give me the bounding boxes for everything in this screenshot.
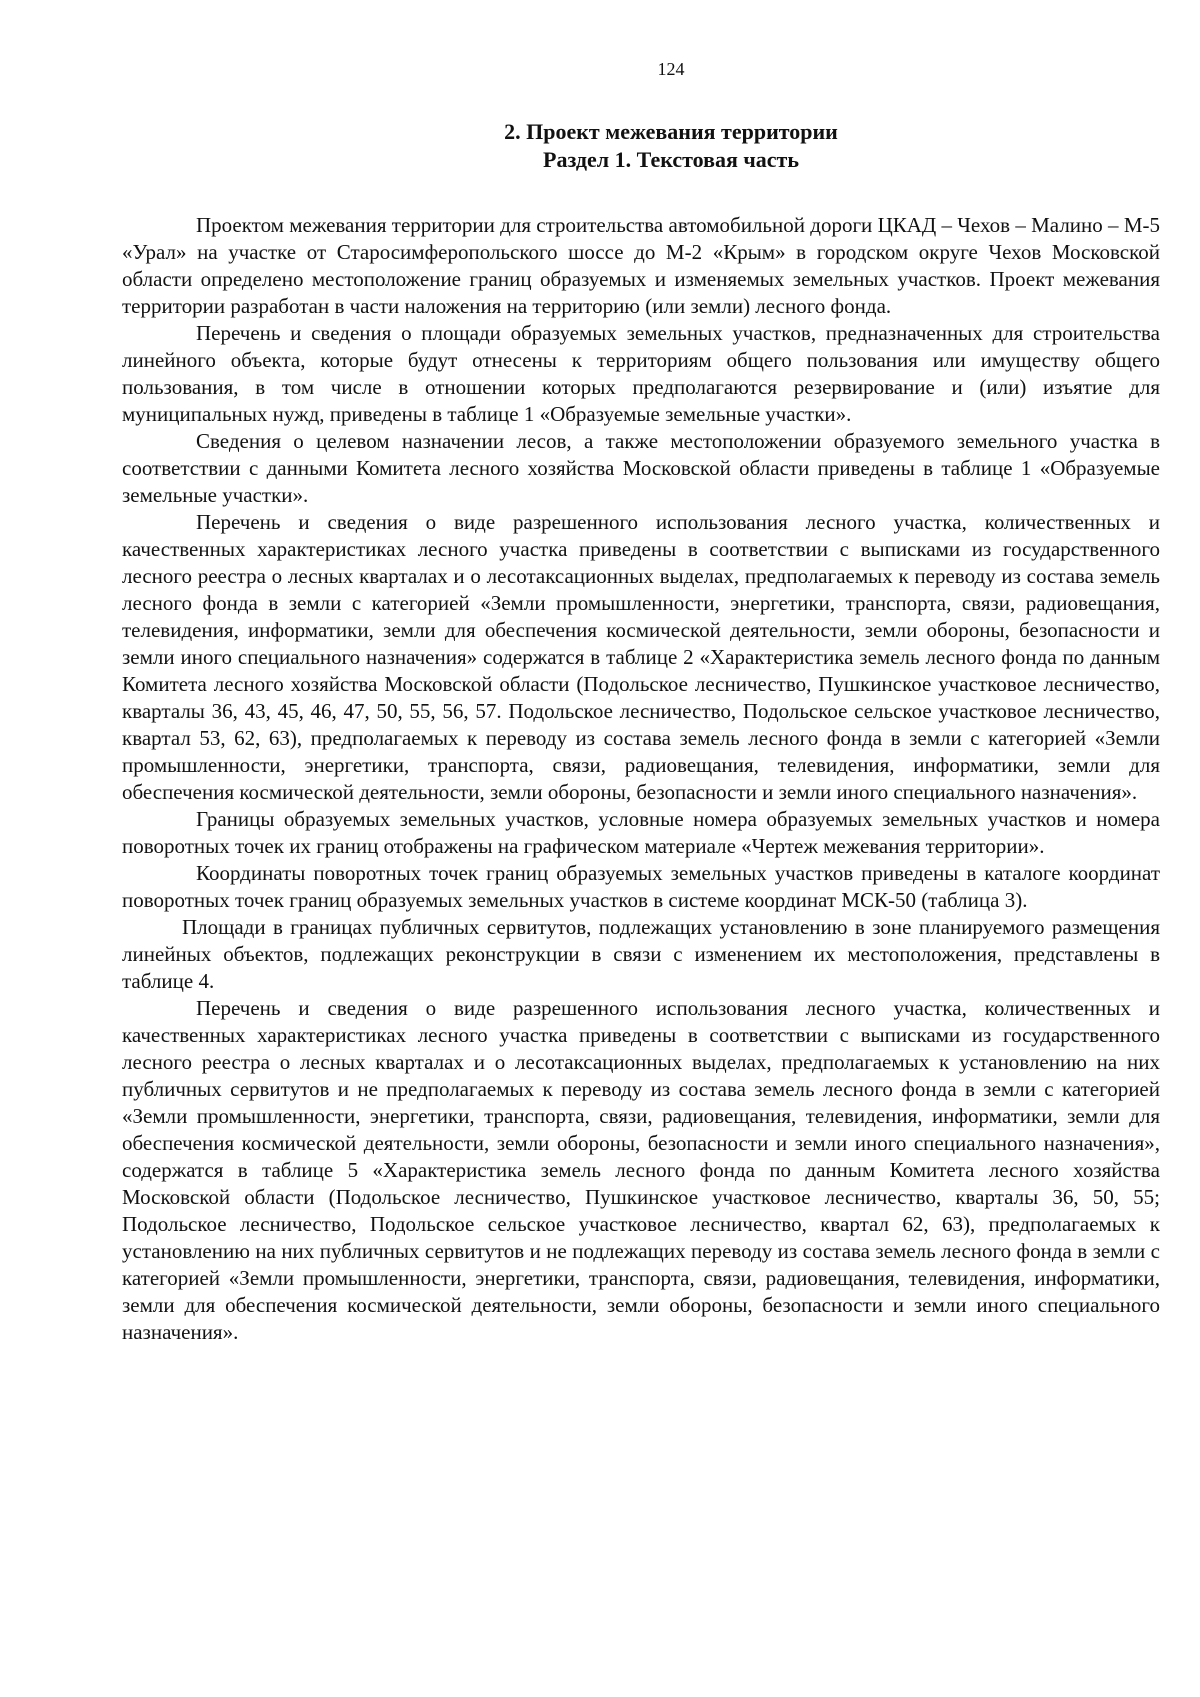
document-title: 2. Проект межевания территории [504,119,838,144]
section-subtitle: Раздел 1. Текстовая часть [543,147,799,172]
paragraph-7: Площади в границах публичных сервитутов, подлежащих установлению в зоне планируемого размещения линейных объектов, подлежащих реконструкции в связи с изменением их местоположения, представлены в таблице 4. [122,915,1160,993]
paragraph-4: Перечень и сведения о виде разрешенного использования лесного участка, количественных и качественных характеристиках лесного участка приведены в соответствии с выписками из государственного лесного реестра о лесных кварталах и о лесотаксационных выделах, предполагаемых к переводу из состава земель лесного фонда в земли с категорией «Земли промышленности, энергетики, транспорта, связи, радиовещания, телевидения, информатики, земли для обеспечения космической деятельности, земли обороны, безопасности и земли иного специального назначения» содержатся в таблице 2 «Характеристика земель лесного фонда по данным Комитета лесного хозяйства Московской области (Подольское лесничество, Пушкинское участковое лесничество, кварталы 36, 43, 45, 46, 47, 50, 55, 56, 57. Подольское лесничество, Подольское сельское участковое лесничество, квартал 53, 62, 63), предполагаемых к переводу из состава земель лесного фонда в земли с категорией «Земли промышленности, энергетики, транспорта, связи, радиовещания, телевидения, информатики, земли для обеспечения космической деятельности, земли обороны, безопасности и земли иного специального назначения». [122,510,1160,804]
paragraph-2: Перечень и сведения о площади образуемых земельных участков, предназначенных для строительства линейного объекта, которые будут отнесены к территориям общего пользования или имуществу общего пользования, в том числе в отношении которых предполагаются резервирование и (или) изъятие для муниципальных нужд, приведены в таблице 1 «Образуемые земельные участки». [122,321,1160,426]
paragraph-5: Границы образуемых земельных участков, условные номера образуемых земельных участков и номера поворотных точек их границ отображены на графическом материале «Чертеж межевания территории». [122,807,1160,858]
page-number: 124 [657,59,685,79]
paragraph-6: Координаты поворотных точек границ образуемых земельных участков приведены в каталоге координат поворотных точек границ образуемых земельных участков в системе координат МСК-50 (таблица 3). [122,861,1160,912]
paragraph-1: Проектом межевания территории для строительства автомобильной дороги ЦКАД – Чехов – Малино – М-5 «Урал» на участке от Старосимферопольского шоссе до М-2 «Крым» в городском округе Чехов Московской области определено местоположение границ образуемых и изменяемых земельных участков. Проект межевания территории разработан в части наложения на территорию (или земли) лесного фонда. [122,213,1160,318]
paragraph-8: Перечень и сведения о виде разрешенного использования лесного участка, количественных и качественных характеристиках лесного участка приведены в соответствии с выписками из государственного лесного реестра о лесных кварталах и о лесотаксационных выделах, предполагаемых к установлению на них публичных сервитутов и не предполагаемых к переводу из состава земель лесного фонда в земли с категорией «Земли промышленности, энергетики, транспорта, связи, радиовещания, телевидения, информатики, земли для обеспечения космической деятельности, земли обороны, безопасности и земли иного специального назначения», содержатся в таблице 5 «Характеристика земель лесного фонда по данным Комитета лесного хозяйства Московской области (Подольское лесничество, Пушкинское участковое лесничество, кварталы 36, 50, 55; Подольское лесничество, Подольское сельское участковое лесничество, квартал 62, 63), предполагаемых к установлению на них публичных сервитутов и не подлежащих переводу из состава земель лесного фонда в земли с категорией «Земли промышленности, энергетики, транспорта, связи, радиовещания, телевидения, информатики, земли для обеспечения космической деятельности, земли обороны, безопасности и земли иного специального назначения». [122,996,1160,1344]
paragraph-3: Сведения о целевом назначении лесов, а также местоположении образуемого земельного участка в соответствии с данными Комитета лесного хозяйства Московской области приведены в таблице 1 «Образуемые земельные участки». [122,429,1160,507]
